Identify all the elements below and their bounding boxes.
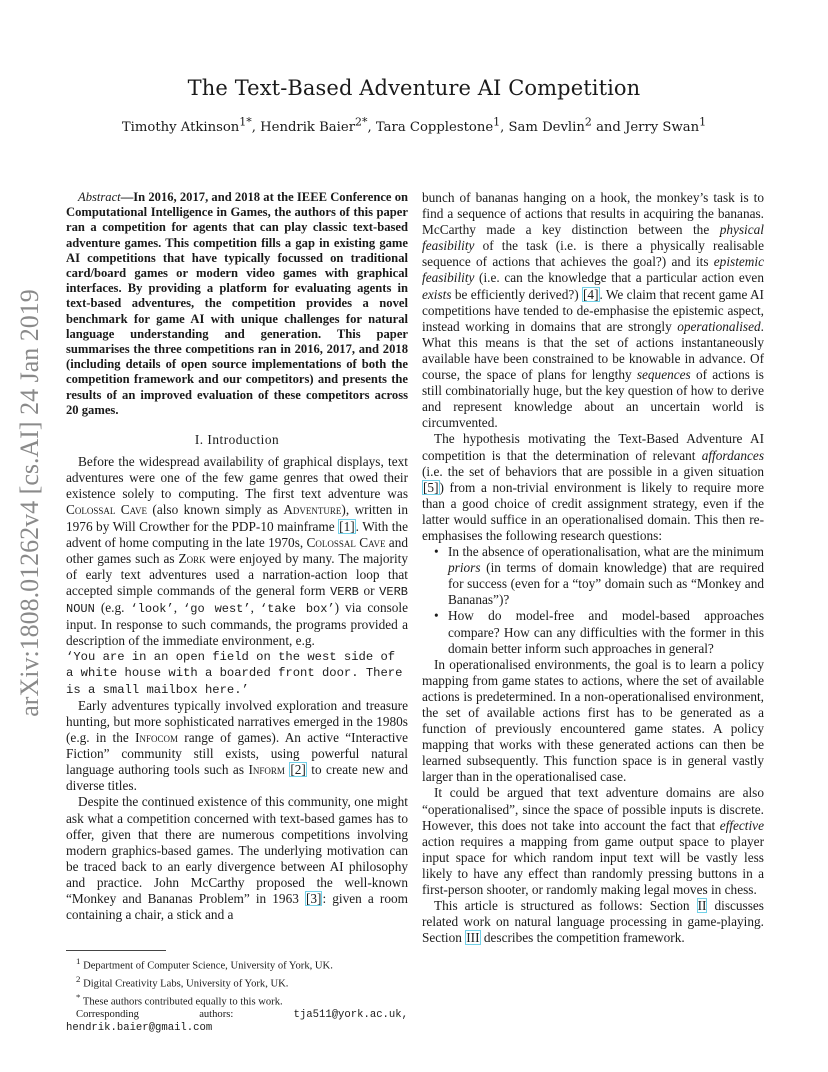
intro-paragraph-1: Before the widespread availability of graphical displays, text adventures were one of the few game genres that owed their existence solely to computing. The first text adventure was Colossal Cave (also known simply as Adventure), written in 1976 by Will Crowther for the PDP-10 mainframe [1]. With the advent of home computing in the late 1970s, Colossal Cave and other games such as Zork were enjoyed by many. The majority of early text adventures used a narration-action loop that accepted simple commands of the general form VERB or VERB NOUN (e.g. ‘look’, ‘go west’, ‘take box’) via console input. In response to such commands, the programs provided a description of the immediate environment, e.g. [66, 454, 409, 649]
section-link[interactable]: II [697, 898, 707, 914]
right-column [422, 190, 764, 946]
intro-paragraph-5: In operationalised environments, the goal is to learn a policy mapping from game states to actions, where the set of available actions is predetermined. In a non-operationalised environment, the set of available actions first has to be generated as a function of previously encountered game states. A policy mapping that works with these generated actions can then be learned subsequently. This function space is in general vastly larger than in the operationalised case. [422, 656, 764, 785]
email-link[interactable]: tja511@york.ac.uk, [293, 1009, 408, 1022]
footnote-rule [66, 950, 166, 951]
game-output-quote: ‘You are in an open field on the west side of a white house with a boarded front door. There is a small mailbox here.’ [66, 650, 403, 697]
intro-paragraph-6: It could be argued that text adventure domains are also “operationalised”, since the space of possible inputs is discrete. However, this does not take into account the fact that effective action requires a mapping from game output space to player input space for which random input text will be vastly less likely to have any effect than randomly pressing buttons in a first-person shooter, or randomly making legal moves in chess. [422, 785, 764, 898]
list-item: • In the absence of operationalisation, what are the minimum priors (in terms of domain knowledge) that are required for success (even for a “toy” domain such as “Monkey and Bananas”)? [448, 544, 764, 608]
arxiv-stamp [10, 268, 50, 738]
intro-paragraph-2: Early adventures typically involved exploration and treasure hunting, but more sophisticated narratives emerged in the 1980s (e.g. in the Infocom range of games). An active “Interactive Fiction” community still exists, using powerful natural language authoring tools such as Inform [2] to create new and diverse titles. [66, 697, 409, 794]
footnote-3: * These authors contributed equally to this work. [76, 992, 283, 1008]
citation-link[interactable]: [4] [583, 286, 599, 302]
intro-paragraph-3-continued: bunch of bananas hanging on a hook, the monkey’s task is to find a sequence of actions that results in acquiring the bananas. McCarthy made a key distinction between the physical feasibility of the task (i.e. is there a physically realisable sequence of actions that achieves the goal?) and its epistemic feasibility (i.e. can the knowledge that a particular action even exists be efficiently derived?) [4]. We claim that recent game AI competitions have tended to de-emphasise the epistemic aspect, instead working in domains that are strongly operationalised. What this means is that the set of actions instantaneously available have been constrained to be knowable in advance. Of course, the space of plans for lengthy sequences of actions is still combinatorially huge, but the key question of how to derive and represent knowledge about an uncertain world is circumvented. [422, 190, 764, 431]
author: Timothy Atkinson$^{1*}$, [121, 116, 261, 136]
research-questions-list [422, 544, 764, 657]
list-item: • How do model-free and model-based approaches compare? How can any difficulties with the former in this domain better inform such approaches in general? [448, 608, 764, 656]
abstract-label: Abstract [78, 190, 121, 204]
citation-link[interactable]: [1] [339, 518, 355, 534]
author-list [0, 116, 828, 135]
author: Sam Devlin$^2$ and [508, 116, 626, 136]
citation-link[interactable]: [2] [290, 762, 306, 778]
intro-paragraph-7: This article is structured as follows: Section II discusses related work on natural language processing in game-playing. Section III describes the competition framework. [422, 898, 764, 946]
intro-paragraph-4: The hypothesis motivating the Text-Based Adventure AI competition is that the determination of relevant affordances (i.e. the set of behaviors that are possible in a given situation [5]) from a non-trivial environment is likely to require more than a good choice of credit assignment strategy, even if the latter would suffice in an operationalised domain. This then re-emphasises the following research questions: [422, 431, 764, 543]
abstract [66, 190, 408, 418]
footnotes [66, 950, 408, 1035]
left-column [66, 190, 408, 923]
email-link[interactable]: hendrik.baier@gmail.com [66, 1021, 213, 1034]
author: Jerry Swan$^1$ [625, 116, 707, 136]
abstract-text: —In 2016, 2017, and 2018 at the IEEE Conference on Computational Intelligence in Games, the authors of this paper ran a competition for agents that can play classic text-based adventure games. This competition fills a gap in existing game AI competitions that have typically focussed on traditional card/board games or modern video games with graphical interfaces. By providing a platform for evaluating agents in text-based adventures, the competition provides a novel benchmark for game AI with unique challenges for natural language understanding and generation. This paper summarises the three competitions ran in 2016, 2017, and 2018 (including details of open source implementations of both the competition framework and our competitors) and presents the results of an improved evaluation of these competitors across 20 games. [66, 190, 408, 417]
citation-link[interactable]: [5] [423, 479, 439, 495]
footnote-1: $^1$ Department of Computer Science, University of York, UK. [76, 956, 333, 972]
corresponding-authors: Corresponding authors: tja511@york.ac.uk, [76, 1009, 408, 1022]
section-link[interactable]: III [466, 930, 480, 946]
footnote-2: $^2$ Digital Creativity Labs, University of York, UK. [76, 974, 289, 990]
author: Tara Copplestone$^1$, [375, 116, 509, 136]
arxiv-stamp-text: arXiv:1808.01262v4 [cs.AI] 24 Jan 2019 [15, 289, 44, 717]
paper-title: The Text-Based Adventure AI Competition [187, 76, 641, 100]
citation-link[interactable]: [3] [305, 891, 322, 906]
section-heading-introduction: I. Introduction [194, 432, 280, 448]
intro-paragraph-3: Despite the continued existence of this community, one might ask what a competition concerned with text-based games has to offer, given that there are numerous competitions involving modern graphics-based games. The underlying motivation can be traced back to an early divergence between AI philosophy and practice. John McCarthy proposed the well-known “Monkey and Bananas Problem” in 1963 [3]: given a room containing a chair, a stick and a [66, 794, 408, 923]
author: Hendrik Baier$^{2*}$, [260, 116, 376, 136]
